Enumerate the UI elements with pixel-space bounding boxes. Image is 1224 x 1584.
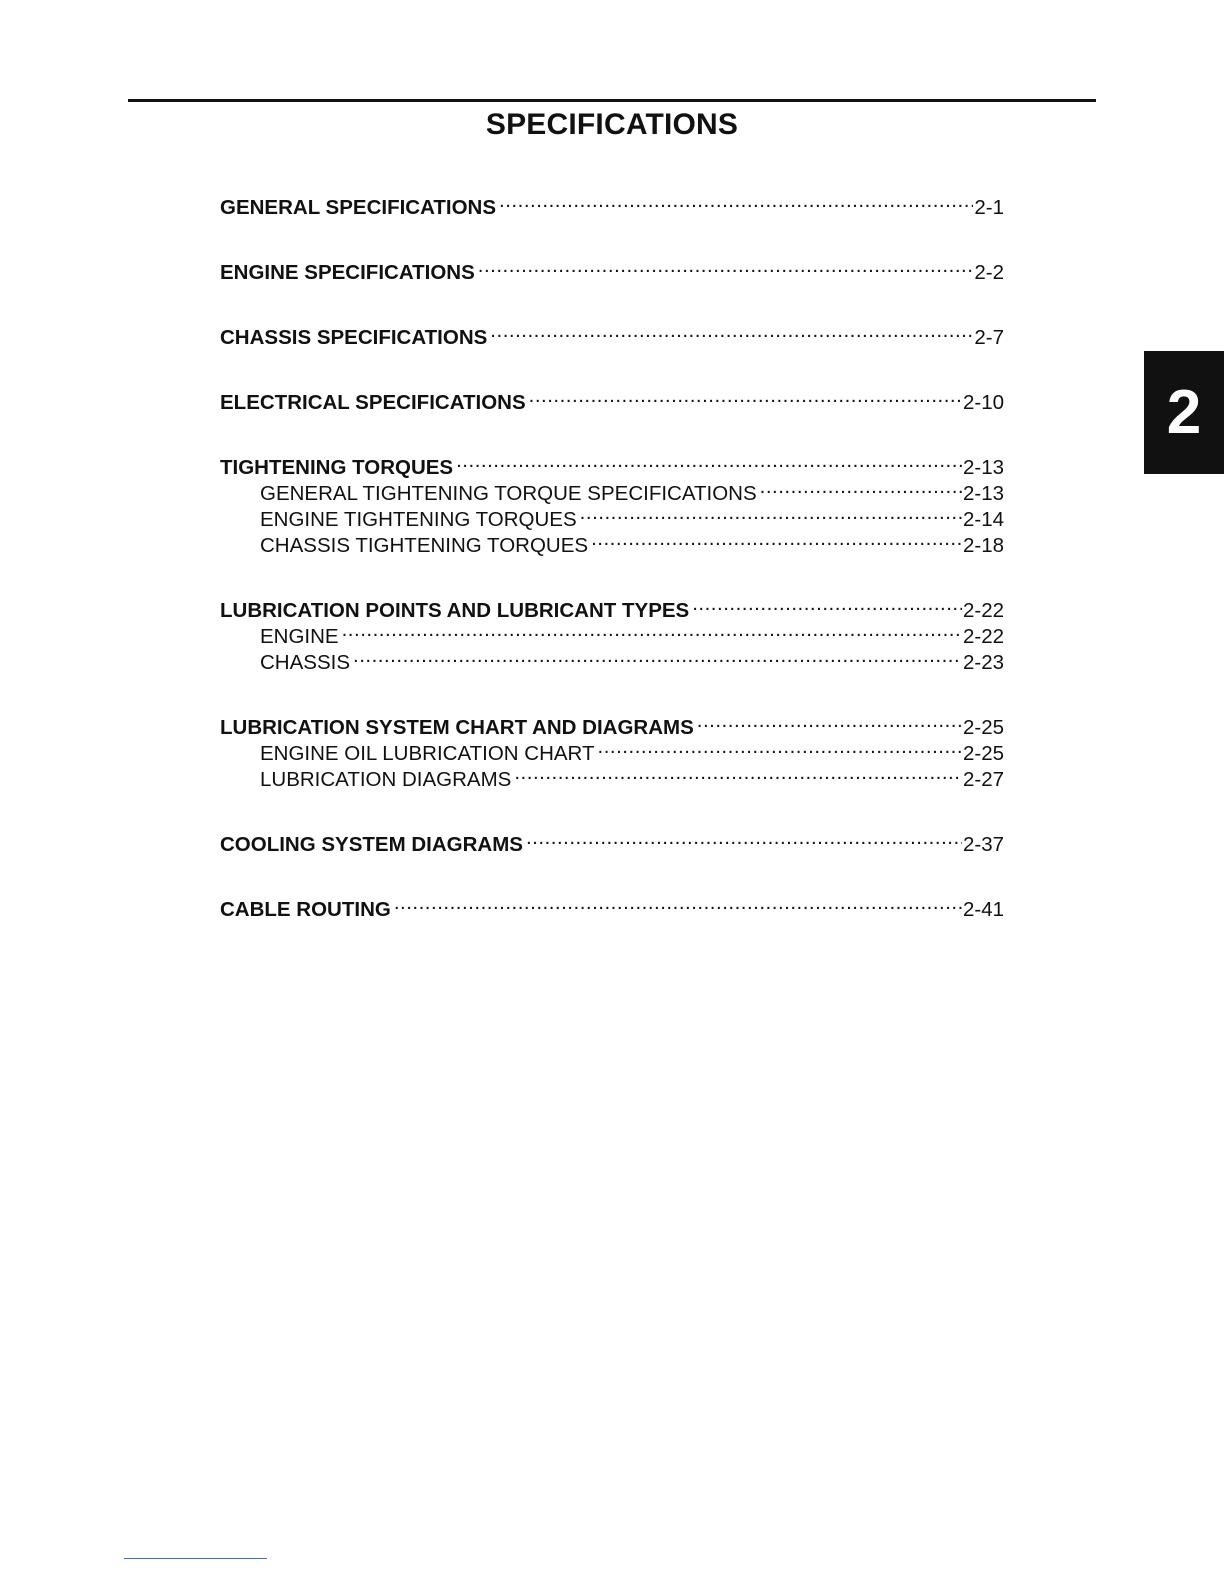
toc-entry[interactable] xyxy=(220,188,1004,219)
toc-section xyxy=(220,448,1004,557)
dot-leader xyxy=(598,734,962,760)
dot-leader xyxy=(760,474,962,500)
toc-entry-label: TIGHTENING TORQUES xyxy=(220,456,454,479)
top-rule xyxy=(128,99,1096,102)
toc-entry-label: CHASSIS xyxy=(260,651,350,674)
dot-leader xyxy=(456,448,962,474)
toc-entry-label: ELECTRICAL SPECIFICATIONS xyxy=(220,391,526,414)
dot-leader xyxy=(580,500,962,526)
toc-page-number: 2-25 xyxy=(962,716,1004,739)
dot-leader xyxy=(353,643,962,669)
toc-page-number: 2-27 xyxy=(962,768,1004,791)
toc-section xyxy=(220,591,1004,674)
toc-section xyxy=(220,825,1004,856)
toc-entry-label: ENGINE xyxy=(260,625,339,648)
toc-entry-label: ENGINE SPECIFICATIONS xyxy=(220,261,475,284)
toc-page-number: 2-23 xyxy=(962,651,1004,674)
toc-page-number: 2-7 xyxy=(974,326,1004,349)
toc-page-number: 2-1 xyxy=(974,196,1004,219)
toc-page-number: 2-22 xyxy=(962,625,1004,648)
toc-entry[interactable] xyxy=(220,318,1004,349)
toc-entry[interactable] xyxy=(220,708,1004,739)
toc-entry-label: GENERAL TIGHTENING TORQUE SPECIFICATIONS xyxy=(260,482,757,505)
toc-page-number: 2-13 xyxy=(962,482,1004,505)
dot-leader xyxy=(514,760,962,786)
toc-entry[interactable] xyxy=(220,890,1004,921)
toc-entry-label: GENERAL SPECIFICATIONS xyxy=(220,196,497,219)
toc-entry-label: CHASSIS TIGHTENING TORQUES xyxy=(260,534,589,557)
toc-page-number: 2-41 xyxy=(962,898,1004,921)
toc-section xyxy=(220,383,1004,414)
bottom-link-underline xyxy=(124,1558,267,1559)
toc-entry[interactable] xyxy=(220,448,1004,479)
dot-leader xyxy=(499,188,973,214)
dot-leader xyxy=(526,825,962,851)
dot-leader xyxy=(591,526,962,552)
toc-page-number: 2-18 xyxy=(962,534,1004,557)
dot-leader xyxy=(490,318,973,344)
chapter-tab xyxy=(1144,351,1224,474)
toc-section xyxy=(220,188,1004,219)
toc-page-number: 2-37 xyxy=(962,833,1004,856)
toc-page-number: 2-14 xyxy=(962,508,1004,531)
dot-leader xyxy=(478,253,974,279)
toc-entry[interactable] xyxy=(220,253,1004,284)
toc-entry-label: LUBRICATION POINTS AND LUBRICANT TYPES xyxy=(220,599,690,622)
toc-section xyxy=(220,708,1004,791)
toc-entry-label: ENGINE TIGHTENING TORQUES xyxy=(260,508,577,531)
dot-leader xyxy=(697,708,962,734)
toc-page-number: 2-22 xyxy=(962,599,1004,622)
toc-page-number: 2-13 xyxy=(962,456,1004,479)
table-of-contents xyxy=(220,188,1004,955)
toc-entry-label: LUBRICATION SYSTEM CHART AND DIAGRAMS xyxy=(220,716,694,739)
toc-entry-label: CABLE ROUTING xyxy=(220,898,391,921)
page-title: SPECIFICATIONS xyxy=(485,108,739,141)
toc-page-number: 2-2 xyxy=(974,261,1004,284)
toc-entry[interactable] xyxy=(220,591,1004,622)
toc-entry[interactable] xyxy=(220,825,1004,856)
toc-page-number: 2-10 xyxy=(962,391,1004,414)
toc-entry-label: CHASSIS SPECIFICATIONS xyxy=(220,326,488,349)
dot-leader xyxy=(529,383,962,409)
toc-entry[interactable] xyxy=(220,383,1004,414)
toc-entry-label: ENGINE OIL LUBRICATION CHART xyxy=(260,742,595,765)
toc-entry-label: COOLING SYSTEM DIAGRAMS xyxy=(220,833,523,856)
toc-entry-label: LUBRICATION DIAGRAMS xyxy=(260,768,512,791)
toc-section xyxy=(220,253,1004,284)
toc-section xyxy=(220,890,1004,921)
dot-leader xyxy=(692,591,962,617)
dot-leader xyxy=(342,617,962,643)
toc-page-number: 2-25 xyxy=(962,742,1004,765)
dot-leader xyxy=(394,890,962,916)
chapter-number: 2 xyxy=(1166,378,1202,447)
toc-section xyxy=(220,318,1004,349)
